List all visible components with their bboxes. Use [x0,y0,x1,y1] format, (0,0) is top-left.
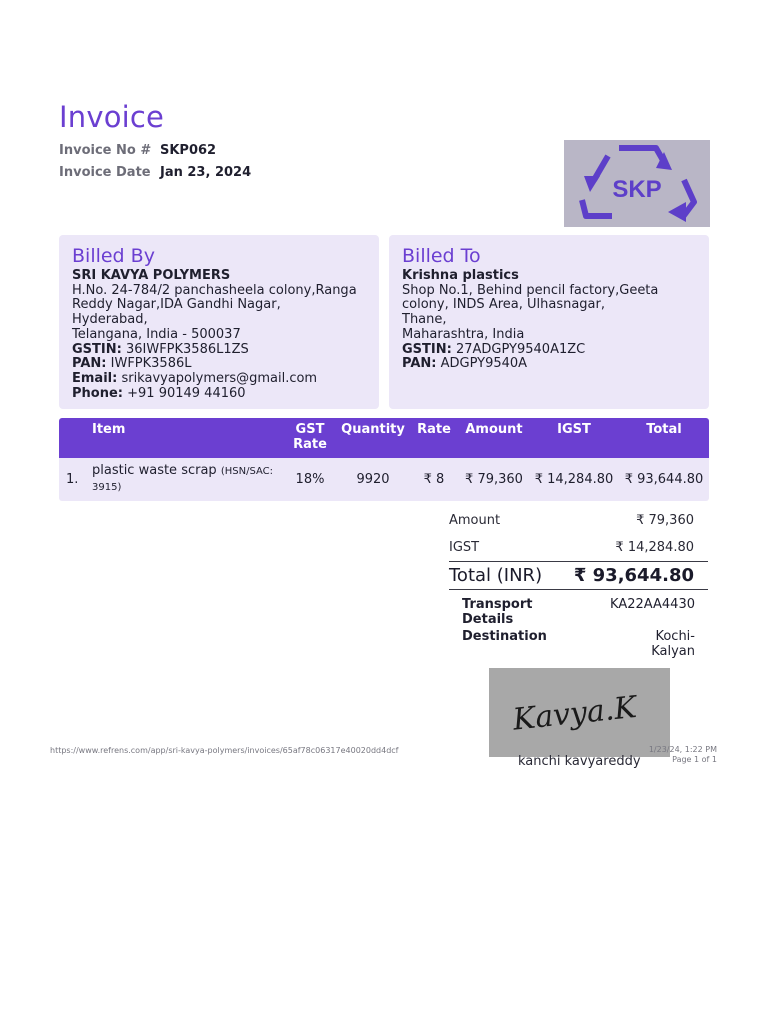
summary-igst: ₹ 14,284.80 [615,540,694,555]
header-gst-rate: GST Rate [293,422,327,452]
invoice-title: Invoice [59,100,165,134]
billed-to-name: Krishna plastics [402,268,519,283]
header-amount: Amount [465,422,523,437]
destination-label: Destination [462,629,547,644]
row-quantity: 9920 [356,472,390,487]
billed-by-address-line: Reddy Nagar,IDA Gandhi Nagar, [72,297,281,313]
billed-by-panel [59,235,379,409]
summary-amount: ₹ 79,360 [636,513,694,528]
row-igst: ₹ 14,284.80 [534,472,614,487]
footer-meta: 1/23/24, 1:22 PM Page 1 of 1 [648,745,717,764]
footer-url[interactable]: https://www.refrens.com/app/sri-kavya-polymers/invoices/65af78c06317e40020dd4dcf [50,746,399,755]
logo-text: SKP [612,176,662,203]
billed-to-panel [389,235,709,409]
row-rate: ₹ 8 [423,472,445,487]
header-rate: Rate [417,422,451,437]
total-label: Total (INR) [449,565,543,586]
header-item: Item [92,422,126,437]
billed-to-address-line: Shop No.1, Behind pencil factory,Geeta [402,282,659,298]
destination-value: Kochi- Kalyan [651,629,695,659]
summary-amount-label: Amount [449,513,501,528]
total-value: ₹ 93,644.80 [573,565,694,586]
summary-divider-top [449,561,708,562]
billed-by-name: SRI KAVYA POLYMERS [72,268,231,283]
billed-by-email: Email: srikavyapolymers@gmail.com [72,370,318,386]
billed-by-gstin: GSTIN: 36IWFPK3586L1ZS [72,341,249,357]
signatory-name: kanchi kavyareddy [518,754,641,769]
billed-to-address-line: Thane, [402,312,447,328]
invoice-date-label: Invoice Date [59,165,151,180]
billed-by-phone: Phone: +91 90149 44160 [72,385,246,401]
billed-by-pan: PAN: IWFPK3586L [72,356,192,372]
header-igst: IGST [557,422,591,437]
header-total: Total [646,422,682,437]
billed-by-address-line: H.No. 24-784/2 panchasheela colony,Ranga [72,282,357,298]
transport-label: Transport Details [462,597,533,627]
invoice-number: SKP062 [160,143,217,158]
row-index: 1. [66,472,79,487]
billed-to-pan: PAN: ADGPY9540A [402,356,528,372]
billed-by-heading: Billed By [72,245,155,267]
signature-image [489,668,670,757]
row-gst-rate: 18% [295,472,325,487]
items-table-header [59,418,709,458]
billed-to-address-line: Maharashtra, India [402,326,525,342]
summary-igst-label: IGST [449,540,480,555]
row-amount: ₹ 79,360 [465,472,523,487]
signature-text: Kavya.K [511,689,639,738]
summary-divider-bottom [449,589,708,590]
billed-to-gstin: GSTIN: 27ADGPY9540A1ZC [402,341,586,357]
header-quantity: Quantity [341,422,405,437]
table-row [59,458,709,501]
billed-by-address-line: Telangana, India - 500037 [72,326,241,342]
company-logo [564,140,710,227]
billed-by-address-line: Hyderabad, [72,312,148,328]
transport-value: KA22AA4430 [610,597,695,612]
invoice-date: Jan 23, 2024 [160,165,252,180]
row-total: ₹ 93,644.80 [624,472,704,487]
row-item: plastic waste scrap (HSN/SAC: 3915) [92,463,273,493]
billed-to-heading: Billed To [402,245,481,267]
invoice-number-label: Invoice No # [59,143,152,158]
billed-to-address-line: colony, INDS Area, Ulhasnagar, [402,297,606,313]
